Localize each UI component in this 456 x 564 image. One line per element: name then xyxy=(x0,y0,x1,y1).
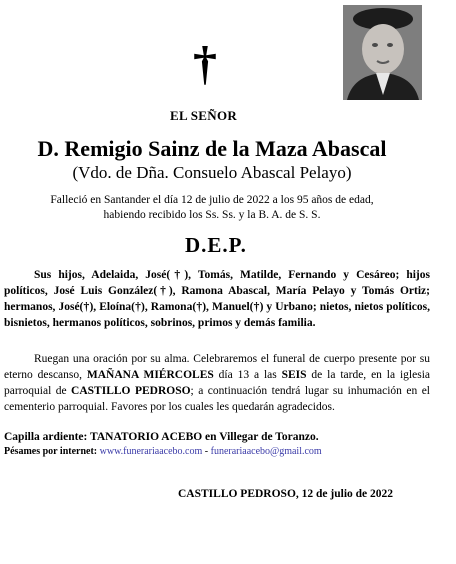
website-link[interactable]: www.funerariaacebo.com xyxy=(99,446,203,457)
funeral-hour: SEIS xyxy=(281,369,307,381)
death-line-2: habiendo recibido los Ss. Ss. y la B. A. de S. S. xyxy=(103,209,321,221)
funeral-paragraph xyxy=(4,351,430,415)
portrait-image xyxy=(343,5,422,100)
place-date-footer: CASTILLO PEDROSO, 12 de julio de 2022 xyxy=(178,488,394,500)
widow-line: (Vdo. de Dña. Consuelo Abascal Pelayo) xyxy=(72,163,352,182)
funeral-place: CASTILLO PEDROSO xyxy=(71,385,191,397)
dep-heading: D.E.P. xyxy=(185,233,247,257)
header-title: EL SEÑOR xyxy=(170,108,238,123)
cross-symbol: † xyxy=(193,37,217,90)
portrait-photo xyxy=(343,5,422,100)
funeral-day: MAÑANA MIÉRCOLES xyxy=(86,369,214,381)
chapel-line: Capilla ardiente: TANATORIO ACEBO en Villegar de Toranzo. xyxy=(4,431,319,443)
funeral-text-2: día 13 a las xyxy=(213,369,282,381)
funeral-text-3: de la tarde, en la iglesia parroquial de xyxy=(4,369,430,397)
family-paragraph: Sus hijos, Adelaida, José(†), Tomás, Matilde, Fernando y Cesáreo; hijos políticos, José Luis González(†), Ramona Abascal, María Pelayo y Tomás Ortiz; hermanos, José(†), Eloína(†), Ramona(†), Manuel(†) y Urbano; nietos, nietos políticos, bisnietos, hermanos políticos, sobrinos, primos y demás familia. xyxy=(4,269,430,329)
death-notice xyxy=(0,193,424,223)
condolences-label: Pésames por internet: xyxy=(4,446,98,457)
deceased-name: D. Remigio Sainz de la Maza Abascal xyxy=(37,136,387,161)
condolences-line xyxy=(4,445,430,458)
link-separator: - xyxy=(202,446,211,457)
funeral-text-1: Ruegan una oración por su alma. Celebraremos el funeral de cuerpo presente por su eterno descanso, xyxy=(4,353,430,381)
email-link[interactable]: funerariaacebo@gmail.com xyxy=(210,446,322,457)
funeral-text-4: ; a continuación tendrá lugar su inhumación en el cementerio parroquial. Favores por los cuales les quedarán agradecidos. xyxy=(4,385,430,413)
death-line-1: Falleció en Santander el día 12 de julio de 2022 a los 95 años de edad, xyxy=(50,194,374,206)
